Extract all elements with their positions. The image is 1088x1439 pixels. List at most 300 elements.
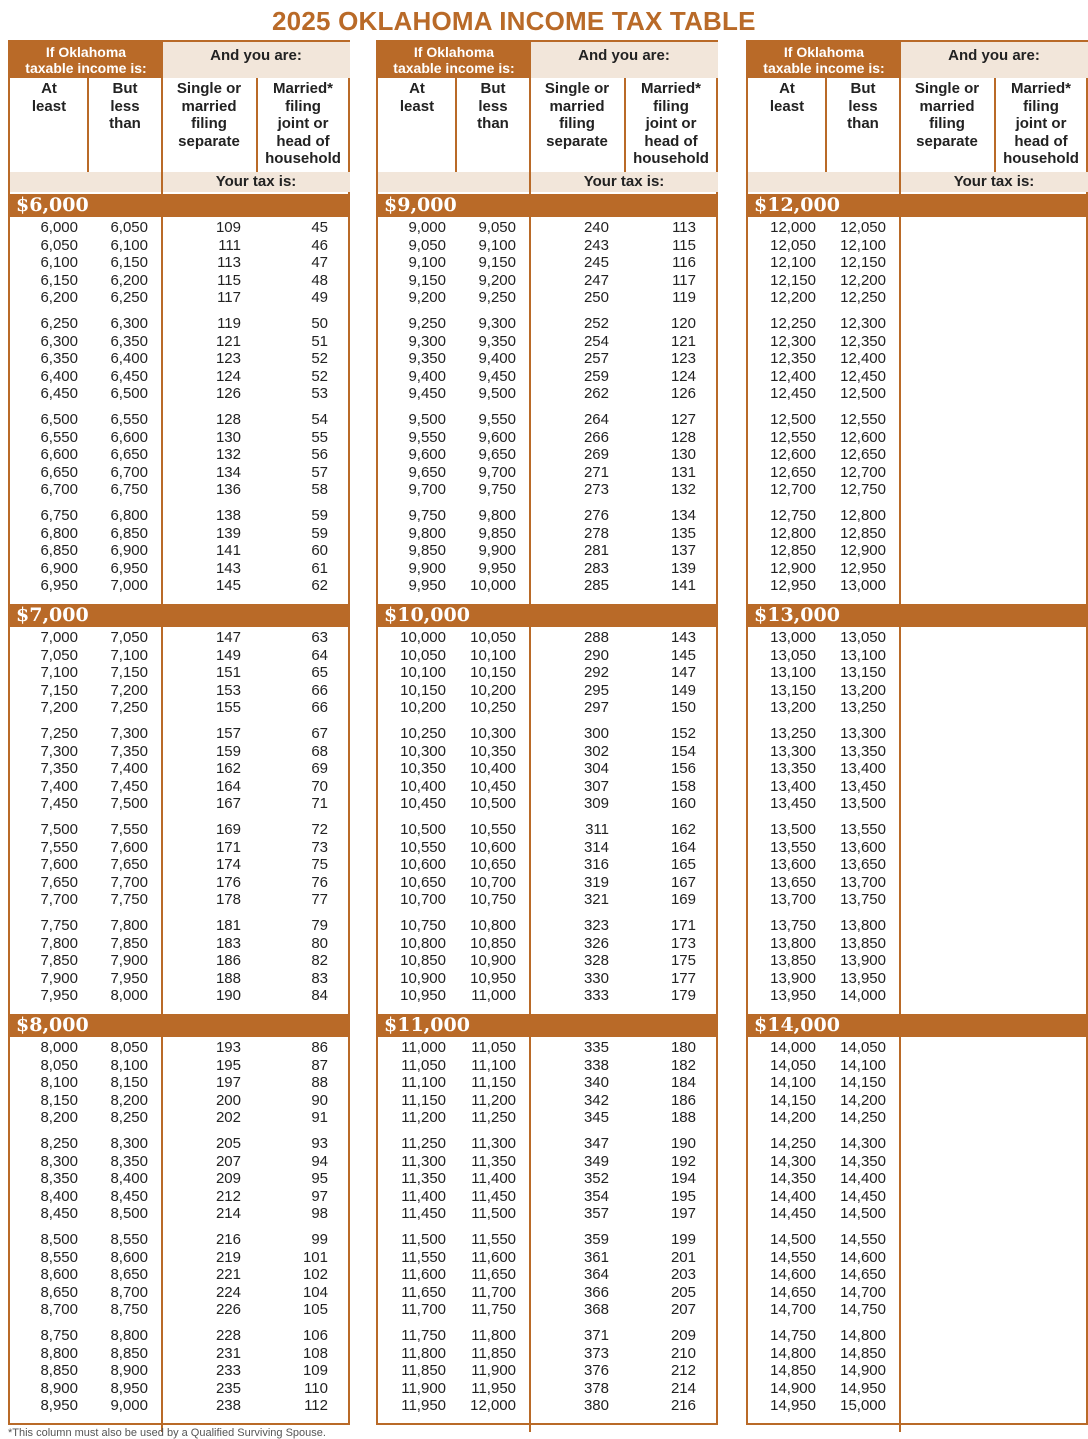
but-less-than-value: 8,950 bbox=[110, 1379, 148, 1397]
but-less-than-value: 10,900 bbox=[470, 952, 516, 969]
at-least-header: At least bbox=[769, 80, 805, 115]
but-less-than-value: 13,350 bbox=[840, 742, 886, 760]
single-tax-value: 130 bbox=[215, 428, 241, 446]
but-less-than-value: 12,200 bbox=[840, 271, 886, 289]
single-tax-value: 235 bbox=[215, 1379, 241, 1397]
table-row bbox=[748, 743, 1086, 761]
table-row bbox=[378, 560, 716, 578]
at-least-value: 9,200 bbox=[408, 289, 446, 306]
but-less-than-value: 11,350 bbox=[471, 1152, 516, 1170]
married-tax-value: 80 bbox=[311, 934, 328, 952]
married-tax-value: 131 bbox=[670, 463, 696, 481]
married-tax-value: 59 bbox=[311, 524, 328, 542]
married-tax-value: 58 bbox=[311, 481, 328, 498]
thousand-band-label: $10,000 bbox=[378, 604, 716, 627]
table-row bbox=[10, 1057, 348, 1075]
single-tax-value: 238 bbox=[215, 1397, 241, 1414]
but-less-than-value: 8,650 bbox=[110, 1266, 148, 1283]
at-least-value: 10,100 bbox=[400, 664, 446, 681]
at-least-value: 12,500 bbox=[770, 411, 816, 428]
married-tax-value: 209 bbox=[670, 1327, 696, 1344]
single-tax-value: 342 bbox=[583, 1091, 609, 1109]
single-tax-value: 338 bbox=[583, 1056, 609, 1074]
but-less-than-value: 12,400 bbox=[840, 350, 886, 367]
table-row bbox=[748, 839, 1086, 857]
table-row bbox=[10, 629, 348, 647]
table-row bbox=[10, 1188, 348, 1206]
at-least-header: At least bbox=[399, 80, 435, 115]
married-tax-value: 55 bbox=[311, 428, 328, 446]
table-row bbox=[748, 874, 1086, 892]
table-row bbox=[748, 856, 1086, 874]
at-least-value: 11,000 bbox=[401, 1039, 446, 1056]
single-tax-value: 197 bbox=[215, 1074, 241, 1091]
at-least-value: 11,500 bbox=[401, 1231, 446, 1248]
at-least-value: 14,300 bbox=[770, 1152, 816, 1170]
table-row bbox=[748, 411, 1086, 429]
married-tax-value: 195 bbox=[670, 1187, 696, 1205]
single-tax-value: 368 bbox=[583, 1301, 609, 1318]
at-least-value: 8,350 bbox=[40, 1170, 78, 1187]
table-row bbox=[10, 1345, 348, 1363]
thousand-band-label: $9,000 bbox=[378, 194, 716, 217]
but-less-than-value: 12,950 bbox=[840, 559, 886, 577]
at-least-value: 6,500 bbox=[40, 411, 78, 428]
table-row bbox=[748, 385, 1086, 403]
but-less-than-value: 6,850 bbox=[110, 524, 148, 542]
at-least-value: 11,300 bbox=[401, 1152, 446, 1170]
at-least-value: 6,700 bbox=[40, 481, 78, 498]
table-row bbox=[378, 1284, 716, 1302]
married-tax-value: 86 bbox=[311, 1039, 328, 1056]
single-tax-value: 117 bbox=[217, 289, 241, 306]
but-less-than-value: 9,900 bbox=[478, 542, 516, 559]
at-least-value: 11,400 bbox=[401, 1187, 446, 1205]
at-least-value: 6,900 bbox=[40, 559, 78, 577]
at-least-value: 7,300 bbox=[40, 742, 78, 760]
but-less-than-value: 10,300 bbox=[470, 725, 516, 742]
table-row bbox=[10, 682, 348, 700]
but-less-than-value: 13,900 bbox=[840, 952, 886, 969]
at-least-value: 7,900 bbox=[40, 969, 78, 987]
at-least-value: 12,800 bbox=[770, 524, 816, 542]
single-tax-value: 113 bbox=[217, 254, 241, 271]
at-least-value: 11,100 bbox=[401, 1074, 446, 1091]
table-row bbox=[10, 647, 348, 665]
single-tax-value: 151 bbox=[215, 664, 241, 681]
table-row bbox=[10, 411, 348, 429]
at-least-value: 13,300 bbox=[770, 742, 816, 760]
but-less-than-value: 14,100 bbox=[840, 1056, 886, 1074]
married-tax-value: 83 bbox=[311, 969, 328, 987]
table-row bbox=[378, 1249, 716, 1267]
table-row bbox=[378, 1345, 716, 1363]
row-group bbox=[378, 507, 716, 595]
but-less-than-value: 6,600 bbox=[110, 428, 148, 446]
table-row bbox=[10, 795, 348, 813]
single-tax-value: 124 bbox=[215, 367, 241, 385]
table-row bbox=[748, 760, 1086, 778]
at-least-value: 13,700 bbox=[770, 891, 816, 908]
but-less-than-value: 6,450 bbox=[110, 367, 148, 385]
at-least-value: 13,950 bbox=[770, 987, 816, 1004]
at-least-value: 8,450 bbox=[40, 1205, 78, 1222]
row-group bbox=[748, 1327, 1086, 1415]
but-less-than-value: 11,500 bbox=[471, 1205, 516, 1222]
at-least-value: 7,550 bbox=[40, 838, 78, 856]
table-row bbox=[10, 1380, 348, 1398]
single-tax-value: 243 bbox=[583, 236, 609, 254]
row-group bbox=[10, 507, 348, 595]
but-less-than-value: 11,600 bbox=[471, 1248, 516, 1266]
married-tax-value: 61 bbox=[311, 559, 328, 577]
married-tax-value: 64 bbox=[311, 646, 328, 664]
but-less-than-value: 10,800 bbox=[470, 917, 516, 934]
table-row bbox=[378, 647, 716, 665]
at-least-value: 10,550 bbox=[400, 838, 446, 856]
at-least-value: 10,300 bbox=[400, 742, 446, 760]
at-least-value: 6,250 bbox=[40, 315, 78, 332]
but-less-than-value: 7,300 bbox=[110, 725, 148, 742]
single-tax-value: 288 bbox=[583, 629, 609, 646]
but-less-than-value: 13,400 bbox=[840, 760, 886, 777]
row-group bbox=[378, 315, 716, 403]
table-row bbox=[748, 664, 1086, 682]
single-tax-value: 143 bbox=[215, 559, 241, 577]
married-tax-value: 94 bbox=[311, 1152, 328, 1170]
row-group bbox=[748, 219, 1086, 307]
married-tax-value: 54 bbox=[311, 411, 328, 428]
table-row bbox=[378, 970, 716, 988]
single-tax-value: 159 bbox=[215, 742, 241, 760]
single-tax-value: 202 bbox=[215, 1109, 241, 1126]
table-row bbox=[748, 1380, 1086, 1398]
thousand-band-label: $13,000 bbox=[748, 604, 1086, 627]
table-row bbox=[378, 1266, 716, 1284]
single-tax-value: 361 bbox=[583, 1248, 609, 1266]
but-less-than-value: 10,700 bbox=[470, 873, 516, 891]
at-least-value: 14,000 bbox=[770, 1039, 816, 1056]
at-least-value: 7,500 bbox=[40, 821, 78, 838]
but-less-than-value: 7,250 bbox=[110, 699, 148, 716]
at-least-value: 12,650 bbox=[770, 463, 816, 481]
single-tax-value: 115 bbox=[217, 271, 241, 289]
at-least-value: 13,200 bbox=[770, 699, 816, 716]
at-least-value: 12,400 bbox=[770, 367, 816, 385]
married-tax-value: 48 bbox=[311, 271, 328, 289]
at-least-value: 8,300 bbox=[40, 1152, 78, 1170]
table-row bbox=[10, 350, 348, 368]
at-least-value: 8,650 bbox=[40, 1283, 78, 1301]
table-row bbox=[378, 760, 716, 778]
at-least-value: 12,750 bbox=[770, 507, 816, 524]
single-tax-value: 380 bbox=[583, 1397, 609, 1414]
at-least-value: 8,400 bbox=[40, 1187, 78, 1205]
at-least-value: 10,150 bbox=[400, 681, 446, 699]
at-least-value: 12,250 bbox=[770, 315, 816, 332]
header-divider bbox=[455, 78, 457, 172]
table-row bbox=[378, 778, 716, 796]
but-less-than-value: 11,750 bbox=[471, 1301, 516, 1318]
at-least-value: 14,900 bbox=[770, 1379, 816, 1397]
but-less-than-value: 9,500 bbox=[478, 385, 516, 402]
table-row bbox=[10, 856, 348, 874]
table-row bbox=[748, 1345, 1086, 1363]
table-row bbox=[748, 1057, 1086, 1075]
tax-table-column-2 bbox=[376, 40, 718, 1425]
but-less-than-value: 7,850 bbox=[110, 934, 148, 952]
table-row bbox=[378, 429, 716, 447]
at-least-value: 9,250 bbox=[408, 315, 446, 332]
table-row bbox=[378, 446, 716, 464]
at-least-value: 14,200 bbox=[770, 1109, 816, 1126]
at-least-value: 14,550 bbox=[770, 1248, 816, 1266]
but-less-than-value: 9,350 bbox=[478, 332, 516, 350]
single-tax-value: 304 bbox=[583, 760, 609, 777]
and-you-are-header: And you are: bbox=[900, 42, 1088, 78]
at-least-value: 11,350 bbox=[401, 1170, 446, 1187]
table-row bbox=[748, 315, 1086, 333]
but-less-than-value: 13,200 bbox=[840, 681, 886, 699]
table-row bbox=[378, 1380, 716, 1398]
table-row bbox=[748, 1397, 1086, 1415]
but-less-than-value: 12,550 bbox=[840, 411, 886, 428]
but-less-than-value: 10,600 bbox=[470, 838, 516, 856]
row-group bbox=[378, 629, 716, 717]
married-tax-value: 76 bbox=[311, 873, 328, 891]
but-less-than-value: 14,250 bbox=[840, 1109, 886, 1126]
but-less-than-value: 14,150 bbox=[840, 1074, 886, 1091]
row-group bbox=[748, 1039, 1086, 1127]
but-less-than-value: 10,750 bbox=[470, 891, 516, 908]
married-tax-value: 156 bbox=[670, 760, 696, 777]
table-row bbox=[748, 1135, 1086, 1153]
but-less-than-value: 8,150 bbox=[110, 1074, 148, 1091]
single-tax-value: 266 bbox=[583, 428, 609, 446]
at-least-value: 7,650 bbox=[40, 873, 78, 891]
single-tax-value: 169 bbox=[215, 821, 241, 838]
but-less-than-value: 9,600 bbox=[478, 428, 516, 446]
at-least-value: 13,500 bbox=[770, 821, 816, 838]
married-tax-value: 149 bbox=[670, 681, 696, 699]
married-tax-value: 93 bbox=[311, 1135, 328, 1152]
table-row bbox=[10, 219, 348, 237]
but-less-than-value: 13,600 bbox=[840, 838, 886, 856]
single-tax-value: 147 bbox=[215, 629, 241, 646]
married-tax-value: 59 bbox=[311, 507, 328, 524]
but-less-than-value: 10,550 bbox=[470, 821, 516, 838]
at-least-value: 8,250 bbox=[40, 1135, 78, 1152]
at-least-value: 8,500 bbox=[40, 1231, 78, 1248]
row-group bbox=[378, 1135, 716, 1223]
at-least-value: 14,950 bbox=[770, 1397, 816, 1414]
at-least-value: 8,100 bbox=[40, 1074, 78, 1091]
single-tax-value: 364 bbox=[583, 1266, 609, 1283]
but-less-than-value: 11,550 bbox=[471, 1231, 516, 1248]
married-tax-value: 66 bbox=[311, 699, 328, 716]
at-least-value: 9,900 bbox=[408, 559, 446, 577]
table-row bbox=[748, 1092, 1086, 1110]
at-least-value: 11,900 bbox=[401, 1379, 446, 1397]
table-row bbox=[378, 350, 716, 368]
but-less-than-value: 8,900 bbox=[110, 1362, 148, 1379]
married-tax-value: 179 bbox=[670, 987, 696, 1004]
single-tax-value: 128 bbox=[215, 411, 241, 428]
but-less-than-value: 9,450 bbox=[478, 367, 516, 385]
table-row bbox=[748, 778, 1086, 796]
single-tax-value: 155 bbox=[215, 699, 241, 716]
table-row bbox=[10, 952, 348, 970]
single-tax-value: 174 bbox=[215, 856, 241, 873]
married-tax-value: 121 bbox=[670, 332, 696, 350]
single-tax-value: 335 bbox=[583, 1039, 609, 1056]
single-tax-value: 271 bbox=[583, 463, 609, 481]
table-row bbox=[10, 699, 348, 717]
table-row bbox=[10, 970, 348, 988]
but-less-than-value: 6,650 bbox=[110, 446, 148, 463]
row-group bbox=[10, 1039, 348, 1127]
row-group bbox=[10, 1327, 348, 1415]
at-least-value: 11,700 bbox=[401, 1301, 446, 1318]
married-tax-value: 214 bbox=[670, 1379, 696, 1397]
married-tax-value: 109 bbox=[302, 1362, 328, 1379]
at-least-value: 9,500 bbox=[408, 411, 446, 428]
married-tax-value: 169 bbox=[670, 891, 696, 908]
but-less-than-value: 14,400 bbox=[840, 1170, 886, 1187]
at-least-value: 12,000 bbox=[770, 219, 816, 236]
row-group bbox=[748, 821, 1086, 909]
single-tax-value: 345 bbox=[583, 1109, 609, 1126]
married-tax-value: 147 bbox=[670, 664, 696, 681]
at-least-value: 14,600 bbox=[770, 1266, 816, 1283]
table-row bbox=[748, 577, 1086, 595]
thousand-band-label: $6,000 bbox=[10, 194, 348, 217]
at-least-value: 9,550 bbox=[408, 428, 446, 446]
thousand-band-label: $14,000 bbox=[748, 1014, 1086, 1037]
married-tax-value: 135 bbox=[670, 524, 696, 542]
at-least-value: 11,800 bbox=[401, 1344, 446, 1362]
at-least-value: 6,150 bbox=[40, 271, 78, 289]
table-row bbox=[378, 1231, 716, 1249]
table-row bbox=[748, 1249, 1086, 1267]
married-tax-value: 102 bbox=[302, 1266, 328, 1283]
table-row bbox=[378, 464, 716, 482]
table-row bbox=[10, 481, 348, 499]
at-least-value: 7,250 bbox=[40, 725, 78, 742]
at-least-value: 13,800 bbox=[770, 934, 816, 952]
at-least-value: 11,750 bbox=[401, 1327, 446, 1344]
but-less-than-value: 9,200 bbox=[478, 271, 516, 289]
single-tax-value: 278 bbox=[583, 524, 609, 542]
married-tax-value: 110 bbox=[304, 1379, 328, 1397]
at-least-value: 7,350 bbox=[40, 760, 78, 777]
at-least-value: 14,100 bbox=[770, 1074, 816, 1091]
but-less-than-value: 8,300 bbox=[110, 1135, 148, 1152]
table-row bbox=[10, 1205, 348, 1223]
table-row bbox=[10, 664, 348, 682]
table-row bbox=[748, 464, 1086, 482]
single-tax-value: 195 bbox=[215, 1056, 241, 1074]
table-row bbox=[748, 1074, 1086, 1092]
row-group bbox=[748, 1135, 1086, 1223]
but-less-than-value: 13,750 bbox=[840, 891, 886, 908]
at-least-value: 10,200 bbox=[400, 699, 446, 716]
but-less-than-value: 7,800 bbox=[110, 917, 148, 934]
tax-table-column-1 bbox=[8, 40, 350, 1425]
at-least-value: 6,750 bbox=[40, 507, 78, 524]
at-least-value: 7,200 bbox=[40, 699, 78, 716]
table-row bbox=[748, 429, 1086, 447]
but-less-than-value: 8,250 bbox=[110, 1109, 148, 1126]
single-tax-value: 123 bbox=[215, 350, 241, 367]
row-group bbox=[748, 1231, 1086, 1319]
table-row bbox=[748, 289, 1086, 307]
but-less-than-value: 10,150 bbox=[470, 664, 516, 681]
but-less-than-value: 7,450 bbox=[110, 777, 148, 795]
table-row bbox=[10, 446, 348, 464]
table-row bbox=[10, 289, 348, 307]
married-tax-value: 57 bbox=[311, 463, 328, 481]
table-row bbox=[10, 760, 348, 778]
at-least-value: 9,700 bbox=[408, 481, 446, 498]
table-row bbox=[378, 1397, 716, 1415]
but-less-than-value: 15,000 bbox=[840, 1397, 886, 1414]
thousand-band-label: $12,000 bbox=[748, 194, 1086, 217]
table-row bbox=[10, 917, 348, 935]
table-row bbox=[10, 1231, 348, 1249]
table-row bbox=[10, 1266, 348, 1284]
single-tax-value: 349 bbox=[583, 1152, 609, 1170]
married-tax-value: 51 bbox=[311, 332, 328, 350]
but-less-than-value: 13,000 bbox=[840, 577, 886, 594]
row-group bbox=[378, 411, 716, 499]
table-row bbox=[10, 1301, 348, 1319]
but-less-than-value: 10,200 bbox=[470, 681, 516, 699]
at-least-value: 13,000 bbox=[770, 629, 816, 646]
table-row bbox=[10, 1284, 348, 1302]
but-less-than-header: But less than bbox=[109, 80, 141, 132]
but-less-than-value: 11,400 bbox=[471, 1170, 516, 1187]
if-income-header: If Oklahoma taxable income is: bbox=[378, 42, 530, 78]
at-least-value: 12,900 bbox=[770, 559, 816, 577]
at-least-value: 14,750 bbox=[770, 1327, 816, 1344]
row-group bbox=[378, 821, 716, 909]
married-tax-value: 77 bbox=[311, 891, 328, 908]
and-you-are-header: And you are: bbox=[530, 42, 718, 78]
at-least-value: 6,400 bbox=[40, 367, 78, 385]
married-tax-value: 190 bbox=[670, 1135, 696, 1152]
single-tax-value: 231 bbox=[215, 1344, 241, 1362]
table-row bbox=[748, 987, 1086, 1005]
at-least-value: 12,100 bbox=[770, 254, 816, 271]
row-group bbox=[748, 917, 1086, 1005]
table-row bbox=[378, 333, 716, 351]
but-less-than-value: 6,200 bbox=[110, 271, 148, 289]
table-row bbox=[10, 315, 348, 333]
at-least-value: 6,100 bbox=[40, 254, 78, 271]
at-least-value: 10,050 bbox=[400, 646, 446, 664]
table-row bbox=[378, 1057, 716, 1075]
at-least-value: 6,450 bbox=[40, 385, 78, 402]
married-tax-value: 197 bbox=[670, 1205, 696, 1222]
at-least-value: 9,650 bbox=[408, 463, 446, 481]
table-row bbox=[10, 237, 348, 255]
single-tax-value: 328 bbox=[583, 952, 609, 969]
single-tax-value: 221 bbox=[215, 1266, 241, 1283]
at-least-value: 13,350 bbox=[770, 760, 816, 777]
at-least-value: 9,800 bbox=[408, 524, 446, 542]
table-row bbox=[10, 542, 348, 560]
